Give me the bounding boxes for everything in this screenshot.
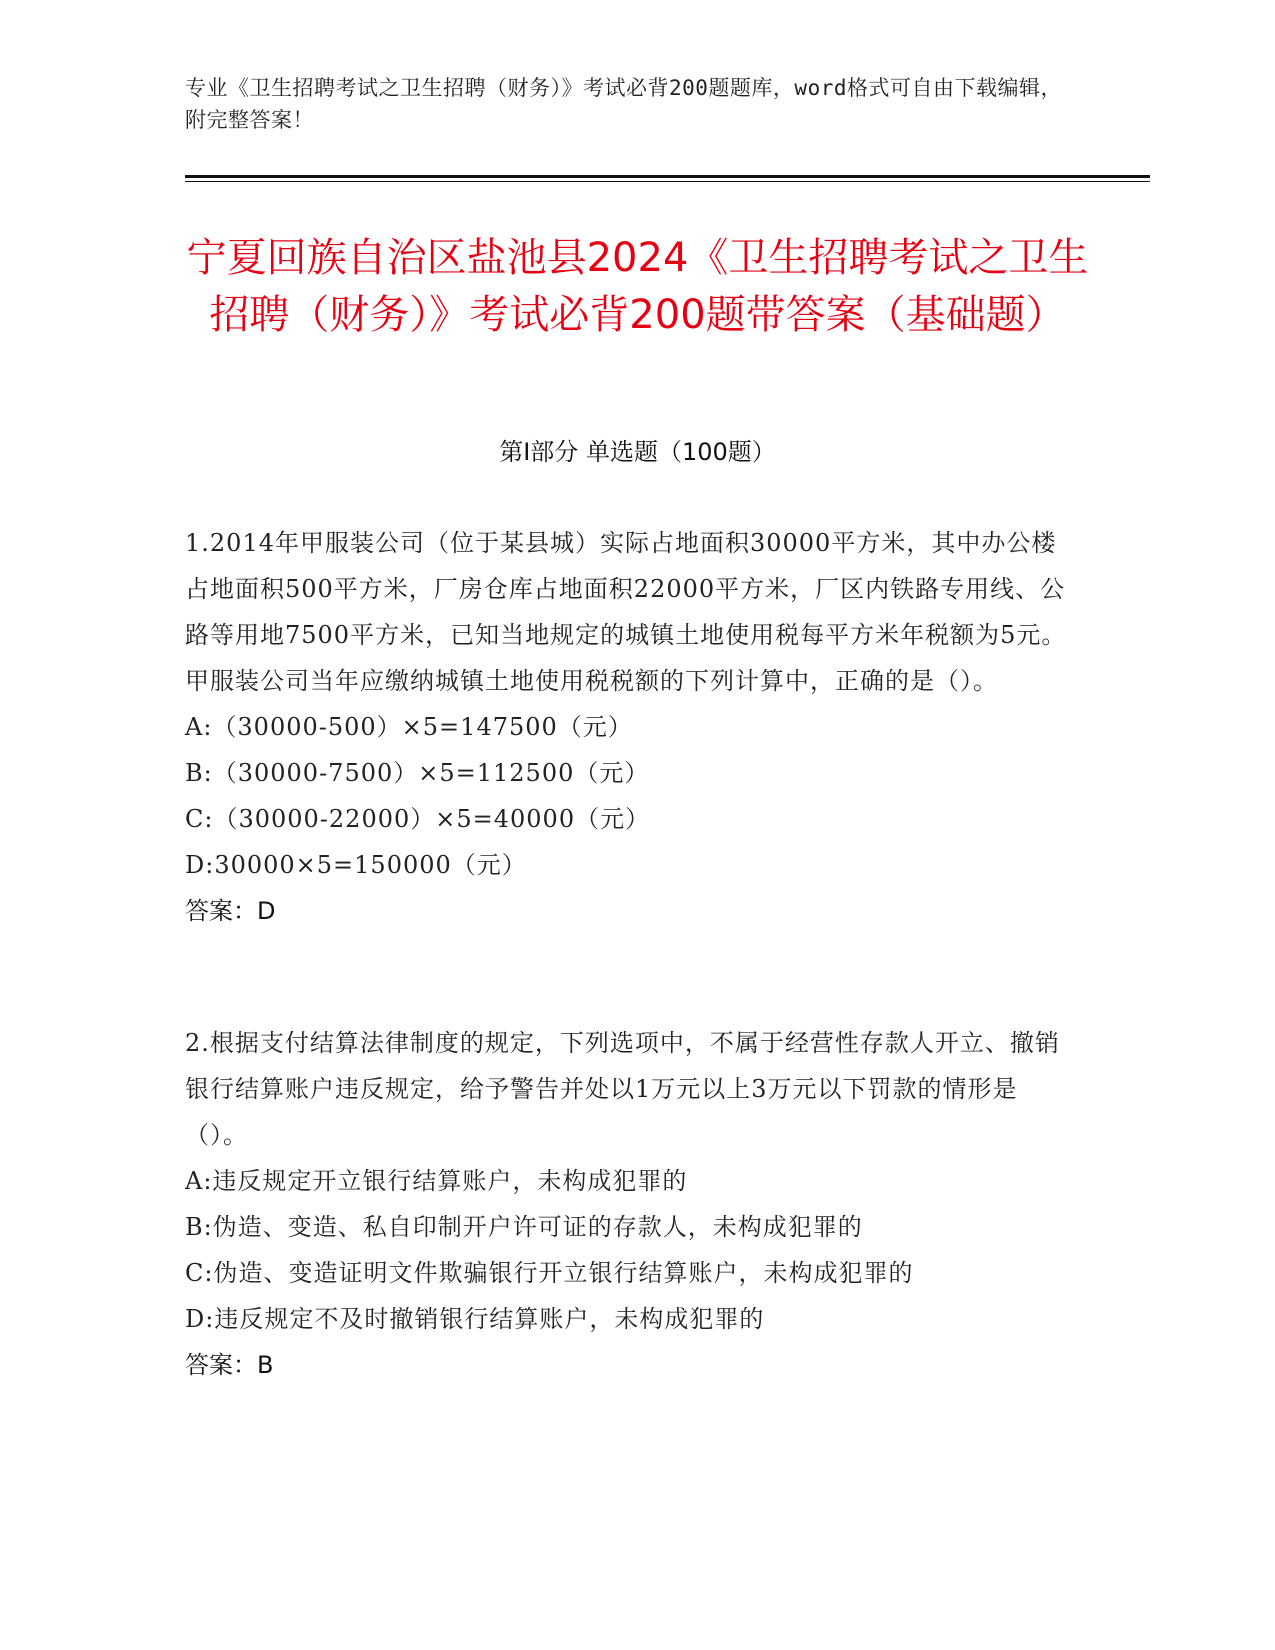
option-c: C:（30000-22000）×5=40000（元） (185, 805, 651, 833)
section-heading: 第Ⅰ部分 单选题（100题） (499, 438, 776, 466)
option-b: B:伪造、变造、私自印制开户许可证的存款人，未构成犯罪的 (185, 1213, 863, 1241)
option-a: A:违反规定开立银行结算账户，未构成犯罪的 (185, 1167, 688, 1195)
option-d: D:违反规定不及时撤销银行结算账户，未构成犯罪的 (185, 1305, 765, 1333)
answer-line: 答案：B (185, 1351, 274, 1379)
header-note: 专业《卫生招聘考试之卫生招聘（财务）》考试必背200题题库，word格式可自由下载编辑，附完整答案！ (185, 76, 1062, 132)
answer-line: 答案：D (185, 897, 276, 925)
option-c: C:伪造、变造证明文件欺骗银行开立银行结算账户，未构成犯罪的 (185, 1259, 914, 1287)
question-stem: 2.根据支付结算法律制度的规定，下列选项中，不属于经营性存款人开立、撤销银行结算账户违反规定，给予警告并处以1万元以上3万元以下罚款的情形是（）。 (185, 1029, 1060, 1149)
header-divider-thick (185, 175, 1150, 178)
option-d: D:30000×5=150000（元） (185, 851, 527, 879)
header-divider-thin (185, 181, 1150, 182)
question-2 (185, 1020, 1075, 1388)
question-stem: 1.2014年甲服装公司（位于某县城）实际占地面积30000平方米，其中办公楼占地面积500平方米，厂房仓库占地面积22000平方米，厂区内铁路专用线、公路等用地7500平方米，已知当地规定的城镇土地使用税每平方米年税额为5元。甲服装公司当年应缴纳城镇土地使用税税额的下列计算中，正确的是（）。 (185, 529, 1067, 695)
question-1 (185, 520, 1075, 934)
option-b: B:（30000-7500）×5=112500（元） (185, 759, 650, 787)
document-title: 宁夏回族自治区盐池县2024《卫生招聘考试之卫生招聘（财务）》考试必背200题带答案（基础题） (186, 235, 1089, 338)
option-a: A:（30000-500）×5=147500（元） (185, 713, 633, 741)
